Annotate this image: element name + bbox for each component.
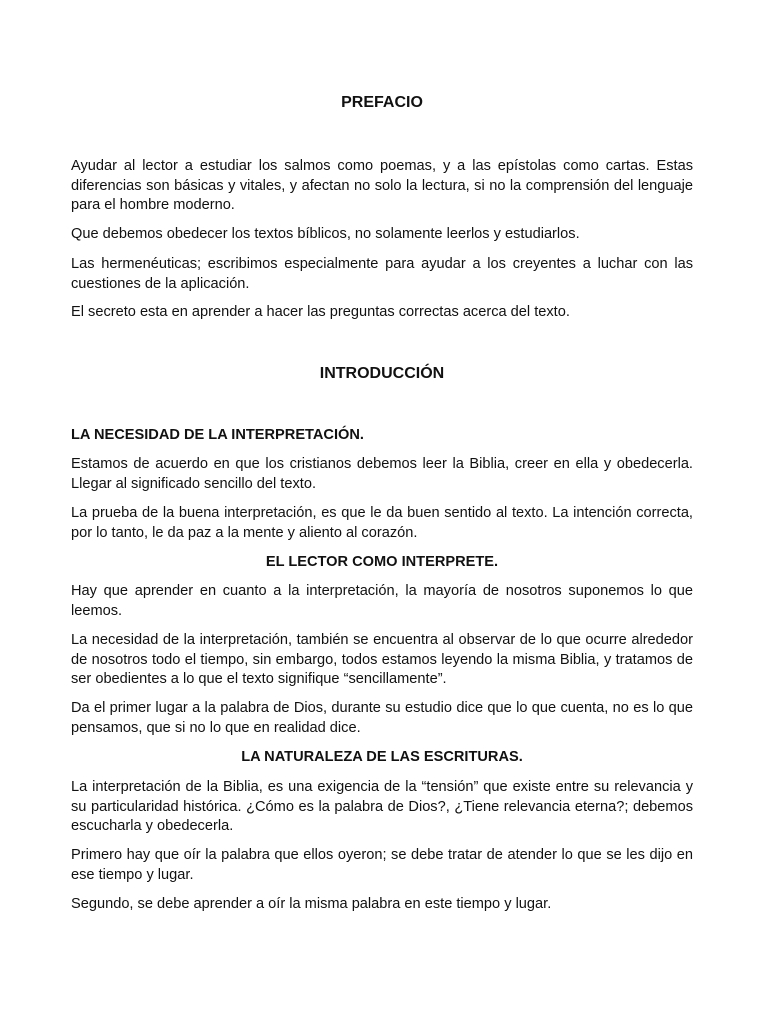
preface-paragraph-3: Las hermenéuticas; escribimos especialmente para ayudar a los creyentes a luchar con las cuestiones de la aplicación. bbox=[71, 256, 693, 292]
section2-paragraph-2: La necesidad de la interpretación, también se encuentra al observar de lo que ocurre alrededor de nosotros todo el tiempo, sin embargo, todos estamos leyendo la misma Biblia, y tratamos de ser obedientes a lo que el texto signifique “sencillamente”. bbox=[71, 632, 693, 688]
section2-paragraph-1: Hay que aprender en cuanto a la interpretación, la mayoría de nosotros suponemos lo que leemos. bbox=[71, 583, 693, 619]
section1-paragraph-2: La prueba de la buena interpretación, es que le da buen sentido al texto. La intención correcta, por lo tanto, le da paz a la mente y aliento al corazón. bbox=[71, 505, 693, 541]
preface-paragraph-1: Ayudar al lector a estudiar los salmos como poemas, y a las epístolas como cartas. Estas diferencias son básicas y vitales, y afectan no solo la lectura, si no la comprensión del lenguaje para el hombre moderno. bbox=[71, 158, 693, 214]
section3-paragraph-3: Segundo, se debe aprender a oír la misma palabra en este tiempo y lugar. bbox=[71, 896, 552, 912]
preface-title: PREFACIO bbox=[341, 94, 423, 111]
preface-paragraph-2: Que debemos obedecer los textos bíblicos, no solamente leerlos y estudiarlos. bbox=[71, 226, 580, 242]
section-heading-naturaleza: LA NATURALEZA DE LAS ESCRITURAS. bbox=[241, 749, 523, 765]
section3-paragraph-1: La interpretación de la Biblia, es una exigencia de la “tensión” que existe entre su relevancia y su particularidad histórica. ¿Cómo es la palabra de Dios?, ¿Tiene relevancia eterna?; debemos escucharla y obedecerla. bbox=[71, 779, 693, 835]
preface-paragraph-4: El secreto esta en aprender a hacer las preguntas correctas acerca del texto. bbox=[71, 304, 570, 320]
introduction-title: INTRODUCCIÓN bbox=[319, 365, 445, 382]
section2-paragraph-3: Da el primer lugar a la palabra de Dios, durante su estudio dice que lo que cuenta, no es lo que pensamos, que si no lo que en realidad dice. bbox=[71, 700, 693, 736]
section-heading-lector: EL LECTOR COMO INTERPRETE. bbox=[265, 554, 499, 570]
section1-paragraph-1: Estamos de acuerdo en que los cristianos debemos leer la Biblia, creer en ella y obedecerla. Llegar al significado sencillo del texto. bbox=[71, 456, 693, 492]
section-heading-necesidad: LA NECESIDAD DE LA INTERPRETACIÓN. bbox=[71, 427, 364, 443]
section3-paragraph-2: Primero hay que oír la palabra que ellos oyeron; se debe tratar de atender lo que se les dijo en ese tiempo y lugar. bbox=[71, 847, 693, 883]
